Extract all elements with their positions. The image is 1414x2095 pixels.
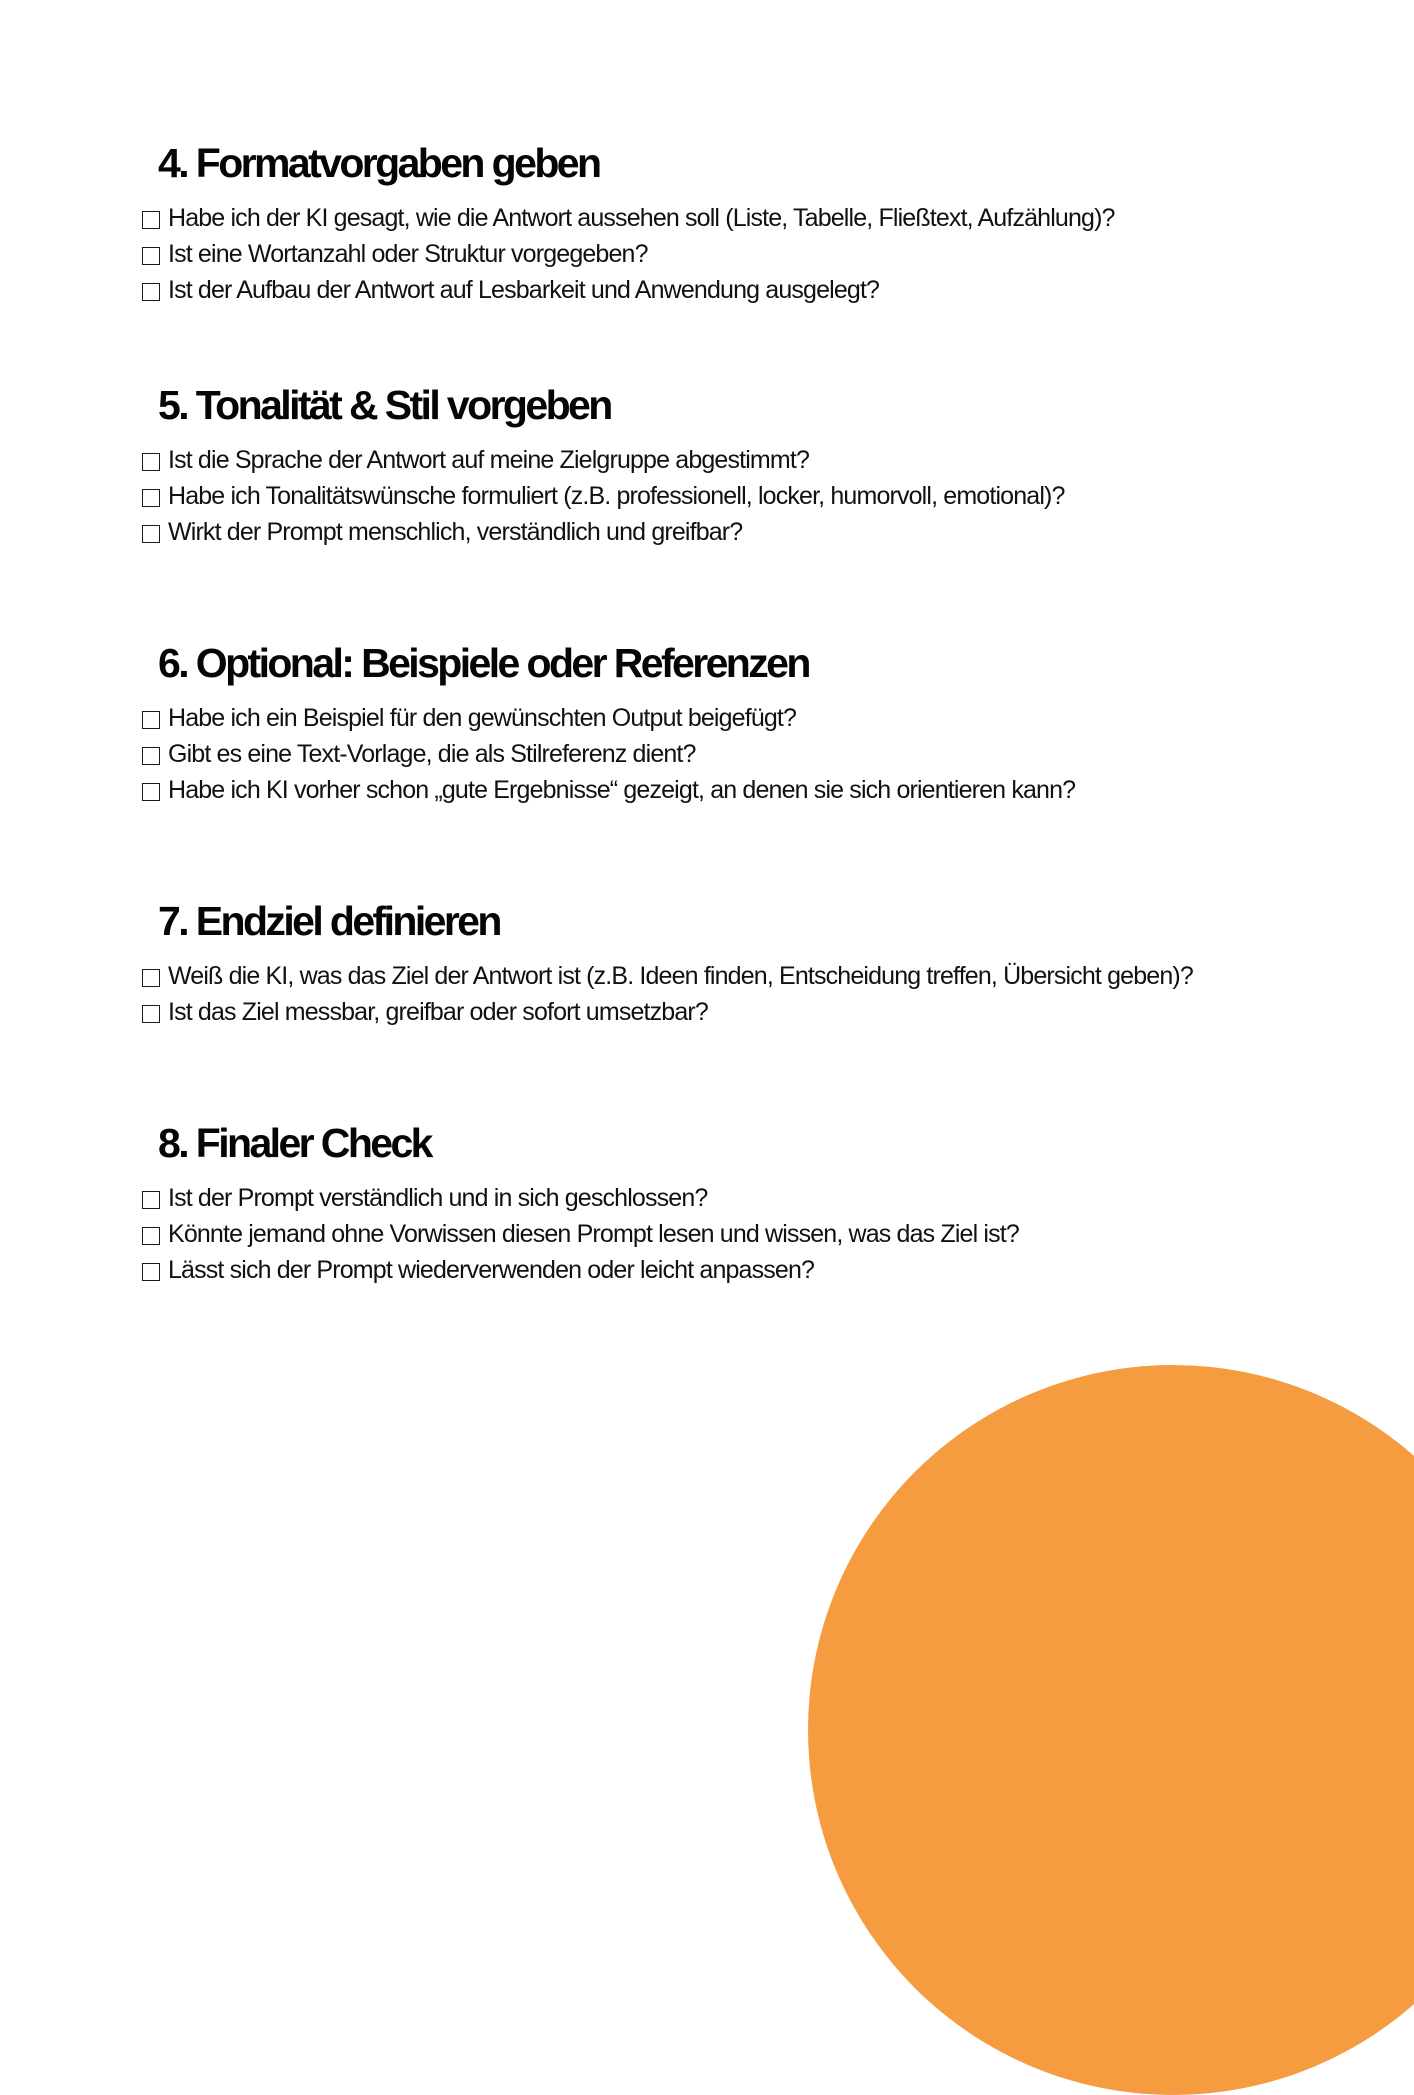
checklist-item-text: Ist die Sprache der Antwort auf meine Zielgruppe abgestimmt? xyxy=(168,446,810,474)
section-title: 8. Finaler Check xyxy=(158,1120,431,1166)
section-title: 4. Formatvorgaben geben xyxy=(158,140,600,186)
section-title: 5. Tonalität & Stil vorgeben xyxy=(158,382,611,428)
section-title: 7. Endziel definieren xyxy=(158,898,500,944)
checklist xyxy=(0,958,1414,1030)
checklist-item[interactable] xyxy=(142,994,1414,1030)
checkbox-icon[interactable] xyxy=(142,453,160,471)
checklist-item-text: Könnte jemand ohne Vorwissen diesen Prompt lesen und wissen, was das Ziel ist? xyxy=(168,1220,1019,1248)
section-tone-style xyxy=(0,380,1414,550)
checkbox-icon[interactable] xyxy=(142,211,160,229)
checklist-item[interactable] xyxy=(142,442,1414,478)
checklist-item-text: Ist eine Wortanzahl oder Struktur vorgegeben? xyxy=(168,240,648,268)
checkbox-icon[interactable] xyxy=(142,1263,160,1281)
checklist-item[interactable] xyxy=(142,1252,1414,1288)
checklist-item[interactable] xyxy=(142,1216,1414,1252)
checklist-item-text: Ist der Aufbau der Antwort auf Lesbarkeit und Anwendung ausgelegt? xyxy=(168,276,880,304)
checkbox-icon[interactable] xyxy=(142,969,160,987)
checkbox-icon[interactable] xyxy=(142,783,160,801)
checklist-item[interactable] xyxy=(142,272,1414,308)
checklist-item[interactable] xyxy=(142,514,1414,550)
checkbox-icon[interactable] xyxy=(142,283,160,301)
section-title: 6. Optional: Beispiele oder Referenzen xyxy=(158,640,809,686)
checkbox-icon[interactable] xyxy=(142,711,160,729)
checklist-item-text: Wirkt der Prompt menschlich, verständlich und greifbar? xyxy=(168,518,743,546)
checklist-item-text: Habe ich Tonalitätswünsche formuliert (z.B. professionell, locker, humorvoll, emotional)? xyxy=(168,482,1065,510)
checklist-item-text: Habe ich der KI gesagt, wie die Antwort aussehen soll (Liste, Tabelle, Fließtext, Aufzählung)? xyxy=(168,204,1115,232)
checklist-item-text: Lässt sich der Prompt wiederverwenden oder leicht anpassen? xyxy=(168,1256,815,1284)
section-final-check xyxy=(0,1118,1414,1288)
checkbox-icon[interactable] xyxy=(142,489,160,507)
checklist-item[interactable] xyxy=(142,200,1414,236)
checkbox-icon[interactable] xyxy=(142,1005,160,1023)
section-end-goal xyxy=(0,896,1414,1030)
checklist-item-text: Ist das Ziel messbar, greifbar oder sofort umsetzbar? xyxy=(168,998,708,1026)
checkbox-icon[interactable] xyxy=(142,525,160,543)
checklist xyxy=(0,200,1414,308)
checklist-item-text: Ist der Prompt verständlich und in sich geschlossen? xyxy=(168,1184,708,1212)
checkbox-icon[interactable] xyxy=(142,247,160,265)
checklist xyxy=(0,442,1414,550)
checklist-item-text: Habe ich KI vorher schon „gute Ergebnisse“ gezeigt, an denen sie sich orientieren kann? xyxy=(168,776,1076,804)
checkbox-icon[interactable] xyxy=(142,1191,160,1209)
checklist-item-text: Weiß die KI, was das Ziel der Antwort ist (z.B. Ideen finden, Entscheidung treffen, Übersicht geben)? xyxy=(168,962,1193,990)
checklist-item-text: Gibt es eine Text-Vorlage, die als Stilreferenz dient? xyxy=(168,740,696,768)
checklist-item[interactable] xyxy=(142,772,1414,808)
checklist-item-text: Habe ich ein Beispiel für den gewünschten Output beigefügt? xyxy=(168,704,797,732)
checklist-item[interactable] xyxy=(142,478,1414,514)
checklist-item[interactable] xyxy=(142,700,1414,736)
checklist xyxy=(0,1180,1414,1288)
checkbox-icon[interactable] xyxy=(142,747,160,765)
decorative-orange-circle xyxy=(808,1365,1414,2095)
checklist-item[interactable] xyxy=(142,958,1414,994)
checklist-item[interactable] xyxy=(142,1180,1414,1216)
checklist-item[interactable] xyxy=(142,736,1414,772)
checklist-item[interactable] xyxy=(142,236,1414,272)
checkbox-icon[interactable] xyxy=(142,1227,160,1245)
section-examples-references xyxy=(0,638,1414,808)
checklist xyxy=(0,700,1414,808)
section-format xyxy=(0,138,1414,308)
